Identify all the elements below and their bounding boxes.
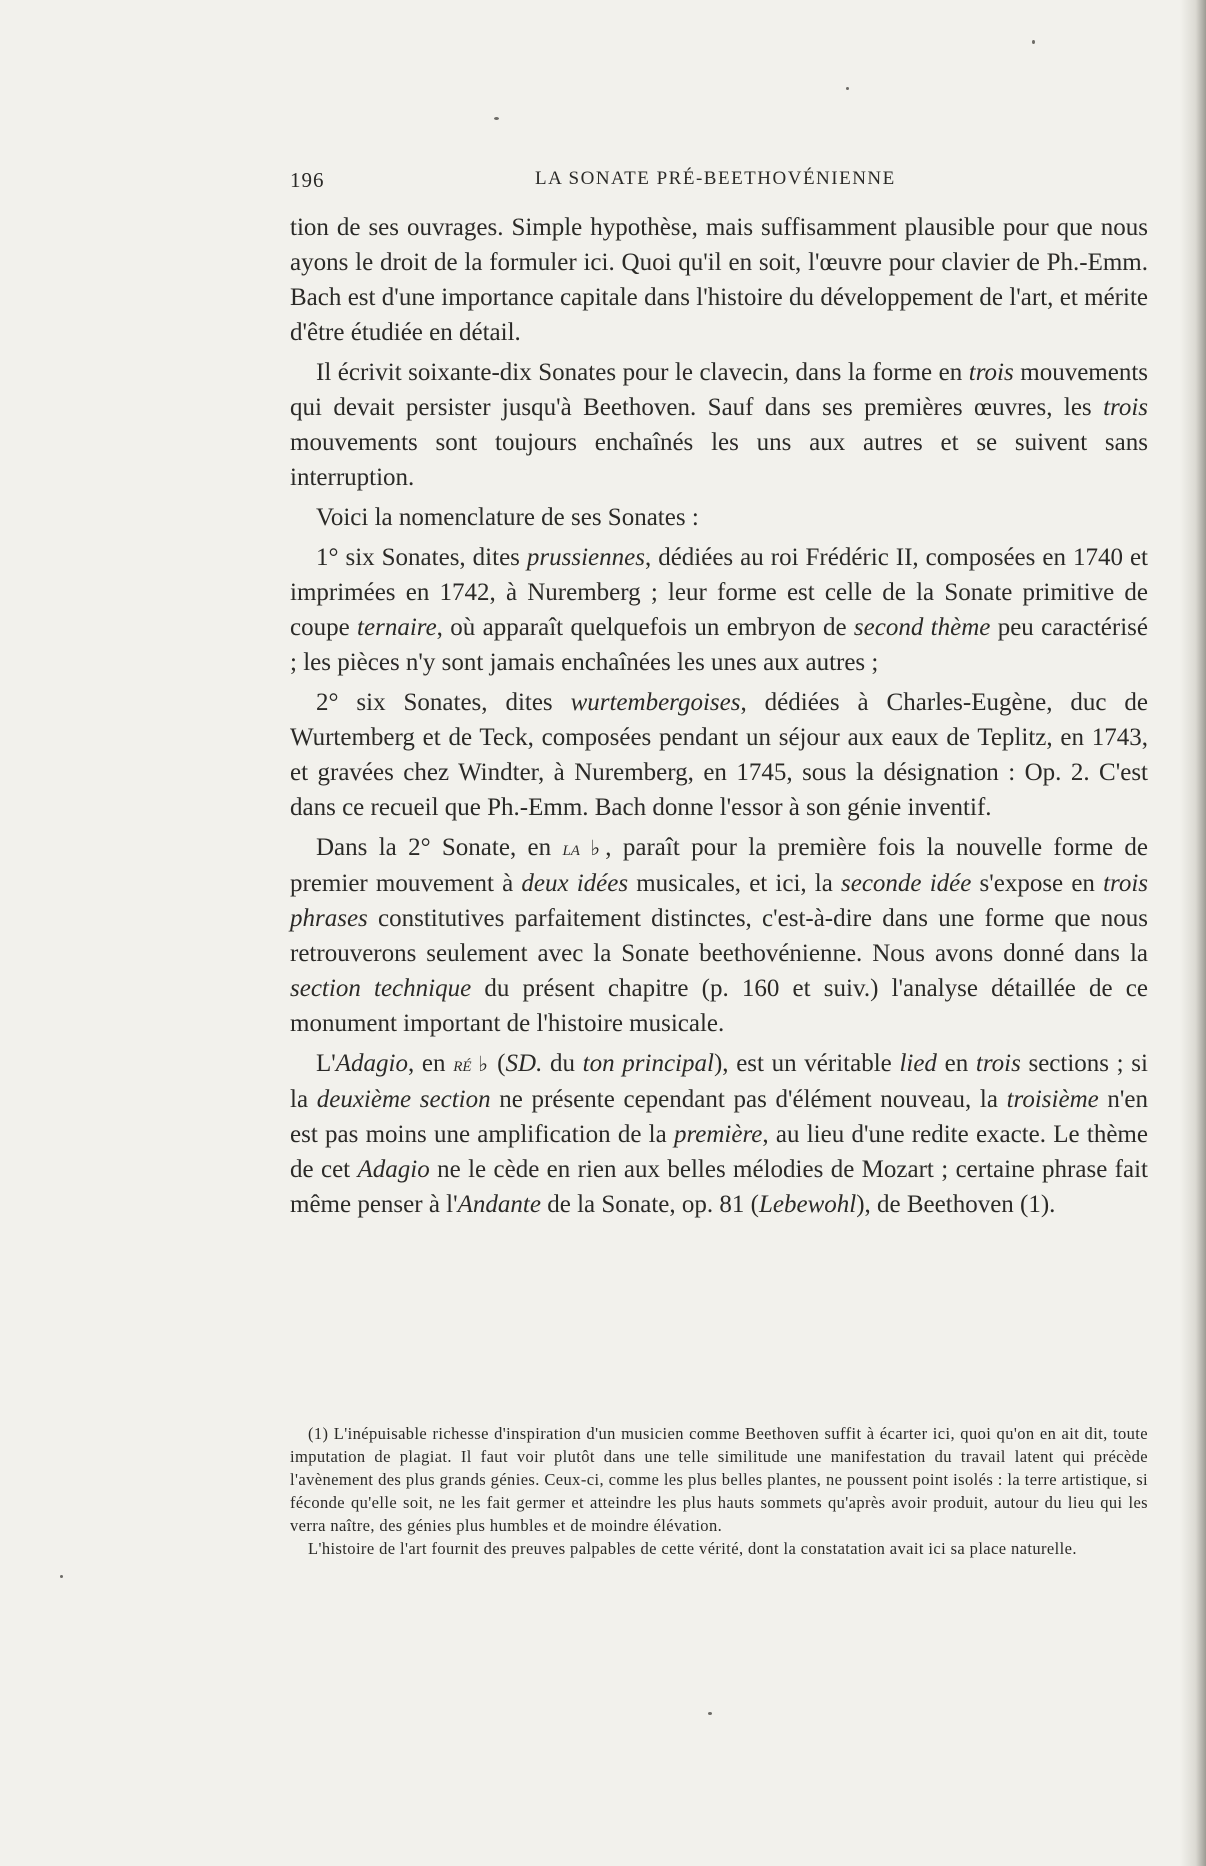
text-run: s'expose en (971, 870, 1104, 897)
italic-run: prussiennes (526, 544, 645, 571)
paragraph-2 (290, 355, 1148, 495)
italic-run: Adagio (335, 1050, 408, 1077)
text-run: musicales, et ici, la (628, 870, 842, 897)
italic-run: SD. (505, 1050, 543, 1077)
text-run: peu caractérisé ; les pièces n'y sont jamais enchaînées les unes aux autres ; (290, 614, 1148, 676)
footnote-1-continuation: L'histoire de l'art fournit des preuves palpables de cette vérité, dont la constatation avait ici sa place naturelle. (308, 1539, 1077, 1558)
text-run: n'en est pas moins une amplification de la (290, 1086, 1149, 1148)
text-run: , en (408, 1050, 454, 1077)
italic-run: section technique (290, 975, 472, 1002)
italic-run: ton principal (582, 1050, 714, 1077)
italic-run: trois (968, 359, 1014, 386)
page-number: 196 (290, 168, 325, 192)
text-run: du (542, 1050, 583, 1077)
italic-run: Andante (457, 1191, 541, 1218)
paragraph-list-item-1 (290, 540, 1148, 680)
page-edge-shadow (1180, 0, 1206, 1866)
print-speck (60, 1575, 63, 1578)
text-run: sections ; si la (290, 1050, 1148, 1113)
print-speck (1032, 40, 1035, 44)
text-run: L' (316, 1050, 336, 1077)
italic-run: troisième (1006, 1086, 1099, 1113)
text-run: constitutives parfaitement distinctes, c'est-à-dire dans une forme que nous retrouverons seulement avec la Sonate beethovénienne. Nous avons donné dans la (290, 905, 1148, 967)
text-run: , dédiées à Charles-Eugène, duc de Wurtemberg et de Teck, composées pendant un séjour aux eaux de Teplitz, en 1743, et gravées chez Windter, à Nuremberg, en 1745, sous la désignation : Op. 2. C'est dans ce recueil que Ph.-Emm. Bach donne l'essor à son génie inventif. (290, 689, 1148, 821)
italic-run: deux idées (521, 870, 629, 897)
key-name: la ♭ (562, 836, 606, 860)
italic-run: ternaire (357, 614, 437, 641)
italic-run: seconde idée (841, 870, 972, 897)
text-run: Il écrivit soixante-dix Sonates pour le clavecin, dans la forme en (316, 359, 969, 386)
italic-run: deuxième section (316, 1086, 491, 1113)
italic-run: lied (899, 1050, 937, 1077)
italic-run: trois (975, 1050, 1021, 1077)
footnote-1: (1) L'inépuisable richesse d'inspiration d'un musicien comme Beethoven suffit à écarter ici, quoi qu'on en ait dit, toute imputation de plagiat. Il faut voir plutôt dans une telle similitude une manifestation du travail latent qui précède l'avènement des plus grands génies. Ceux-ci, comme les plus belles plantes, ne poussent point isolés : la terre artistique, si féconde qu'elle soit, ne les fait germer et atteindre les plus hauts sommets qu'après avoir produit, autour du lieu qui les verra naître, des génies plus humbles et de moindre élévation. (290, 1424, 1148, 1535)
text-run: 1° six Sonates, dites (316, 544, 527, 571)
paragraph-7 (290, 1046, 1148, 1222)
text-run: , paraît pour la première fois la nouvelle forme de premier mouvement à (290, 834, 1148, 897)
italic-run: Adagio (357, 1156, 430, 1183)
page-header (290, 168, 1140, 196)
print-speck (708, 1712, 712, 1715)
text-run: ne présente cependant pas d'élément nouveau, la (490, 1086, 1007, 1113)
footnotes (290, 1422, 1148, 1560)
text-run: mouvements sont toujours enchaînés les uns aux autres et se suivent sans interruption. (290, 429, 1148, 491)
text-run: , où apparaît quelquefois un embryon de (436, 614, 854, 641)
italic-run: première (673, 1121, 763, 1148)
italic-run: wurtembergoises (570, 689, 741, 716)
text-run: , dédiées au roi Frédéric II, composées en 1740 et imprimées en 1742, à Nuremberg ; leur forme est celle de la Sonate primitive de coupe (290, 544, 1148, 641)
key-name: ré ♭ (453, 1052, 490, 1076)
text-run: du présent chapitre (p. 160 et suiv.) l'analyse détaillée de ce monument important de l'histoire musicale. (290, 975, 1149, 1037)
running-title: LA SONATE PRÉ-BEETHOVÉNIENNE (535, 168, 896, 189)
print-speck (846, 87, 849, 90)
italic-run: second thème (853, 614, 991, 641)
text-run: mouvements qui devait persister jusqu'à Beethoven. Sauf dans ses premières œuvres, les (290, 359, 1149, 421)
paragraph-1: tion de ses ouvrages. Simple hypothèse, mais suffisamment plausible pour que nous ayons le droit de la formuler ici. Quoi qu'il en soit, l'œuvre pour clavier de Ph.-Emm. Bach est d'une importance capitale dans l'histoire du développement de l'art, et mérite d'être étudiée en détail. (290, 214, 1148, 346)
text-run: ), de Beethoven (1). (856, 1191, 1056, 1218)
text-run: en (936, 1050, 976, 1077)
text-run: ), est un véritable (713, 1050, 900, 1077)
text-run: 2° six Sonates, dites (316, 689, 571, 716)
italic-run: trois (1103, 394, 1148, 421)
text-run: ( (489, 1050, 506, 1077)
italic-run: trois phrases (290, 870, 1148, 932)
paragraph-list-item-2 (290, 685, 1148, 825)
italic-run: Lebewohl (758, 1191, 857, 1218)
body-text (290, 210, 1148, 1227)
paragraph-6 (290, 830, 1148, 1041)
text-run: de la Sonate, op. 81 ( (540, 1191, 759, 1218)
print-speck (494, 117, 499, 120)
text-run: ne le cède en rien aux belles mélodies de Mozart ; certaine phrase fait même penser à l' (290, 1156, 1148, 1218)
text-run: , au lieu d'une redite exacte. Le thème de cet (290, 1121, 1148, 1183)
text-run: Dans la 2° Sonate, en (316, 834, 563, 861)
paragraph-3: Voici la nomenclature de ses Sonates : (316, 504, 699, 531)
